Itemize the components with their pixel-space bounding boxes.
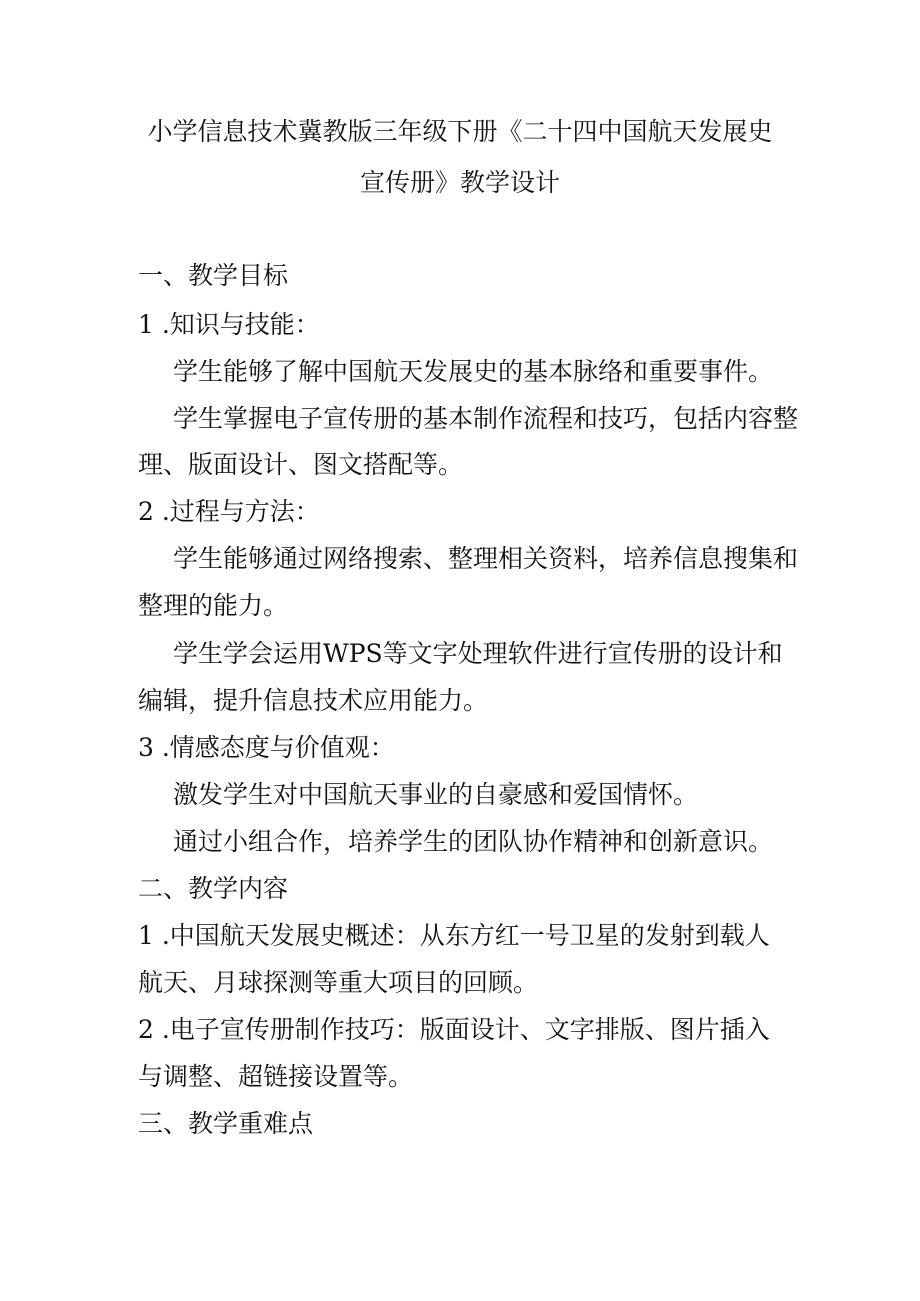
content-item-2-line-1: 2 .电子宣传册制作技巧：版面设计、文字排版、图片插入 bbox=[138, 1015, 770, 1044]
objective-process-paragraph-1-line-2: 整理的能力。 bbox=[138, 591, 289, 620]
content-item-1-line-2: 航天、月球探测等重大项目的回顾。 bbox=[138, 968, 539, 997]
objective-knowledge-paragraph-2-line-2: 理、版面设计、图文搭配等。 bbox=[138, 450, 464, 479]
objective-process-paragraph-2-line-1: 学生学会运用WPS等文字处理软件进行宣传册的设计和 bbox=[173, 639, 783, 668]
objective-process-paragraph-1-line-1: 学生能够通过网络搜索、整理相关资料，培养信息搜集和 bbox=[173, 544, 799, 573]
objective-process-paragraph-2-line-2: 编辑，提升信息技术应用能力。 bbox=[138, 686, 489, 715]
objective-knowledge-paragraph-2-line-1: 学生掌握电子宣传册的基本制作流程和技巧，包括内容整 bbox=[173, 404, 799, 433]
section-heading-key-difficult-points: 三、教学重难点 bbox=[138, 1109, 314, 1138]
section-heading-teaching-content: 二、教学内容 bbox=[138, 874, 289, 903]
objective-attitude-paragraph-1: 激发学生对中国航天事业的自豪感和爱国情怀。 bbox=[173, 780, 699, 809]
document-title-line-1: 小学信息技术冀教版三年级下册《二十四中国航天发展史 bbox=[147, 117, 773, 146]
objective-attitude-values-label: 3 .情感态度与价值观： bbox=[138, 733, 395, 762]
content-item-1-line-1: 1 .中国航天发展史概述：从东方红一号卫星的发射到载人 bbox=[138, 921, 770, 950]
objective-knowledge-paragraph-1: 学生能够了解中国航天发展史的基本脉络和重要事件。 bbox=[173, 357, 774, 386]
section-heading-teaching-objectives: 一、教学目标 bbox=[138, 261, 289, 290]
objective-process-methods-label: 2 .过程与方法： bbox=[138, 497, 320, 526]
objective-attitude-paragraph-2: 通过小组合作，培养学生的团队协作精神和创新意识。 bbox=[173, 827, 774, 856]
document-title-line-2: 宣传册》教学设计 bbox=[359, 168, 560, 197]
objective-knowledge-skills-label: 1 .知识与技能： bbox=[138, 310, 320, 339]
content-item-2-line-2: 与调整、超链接设置等。 bbox=[138, 1062, 414, 1091]
